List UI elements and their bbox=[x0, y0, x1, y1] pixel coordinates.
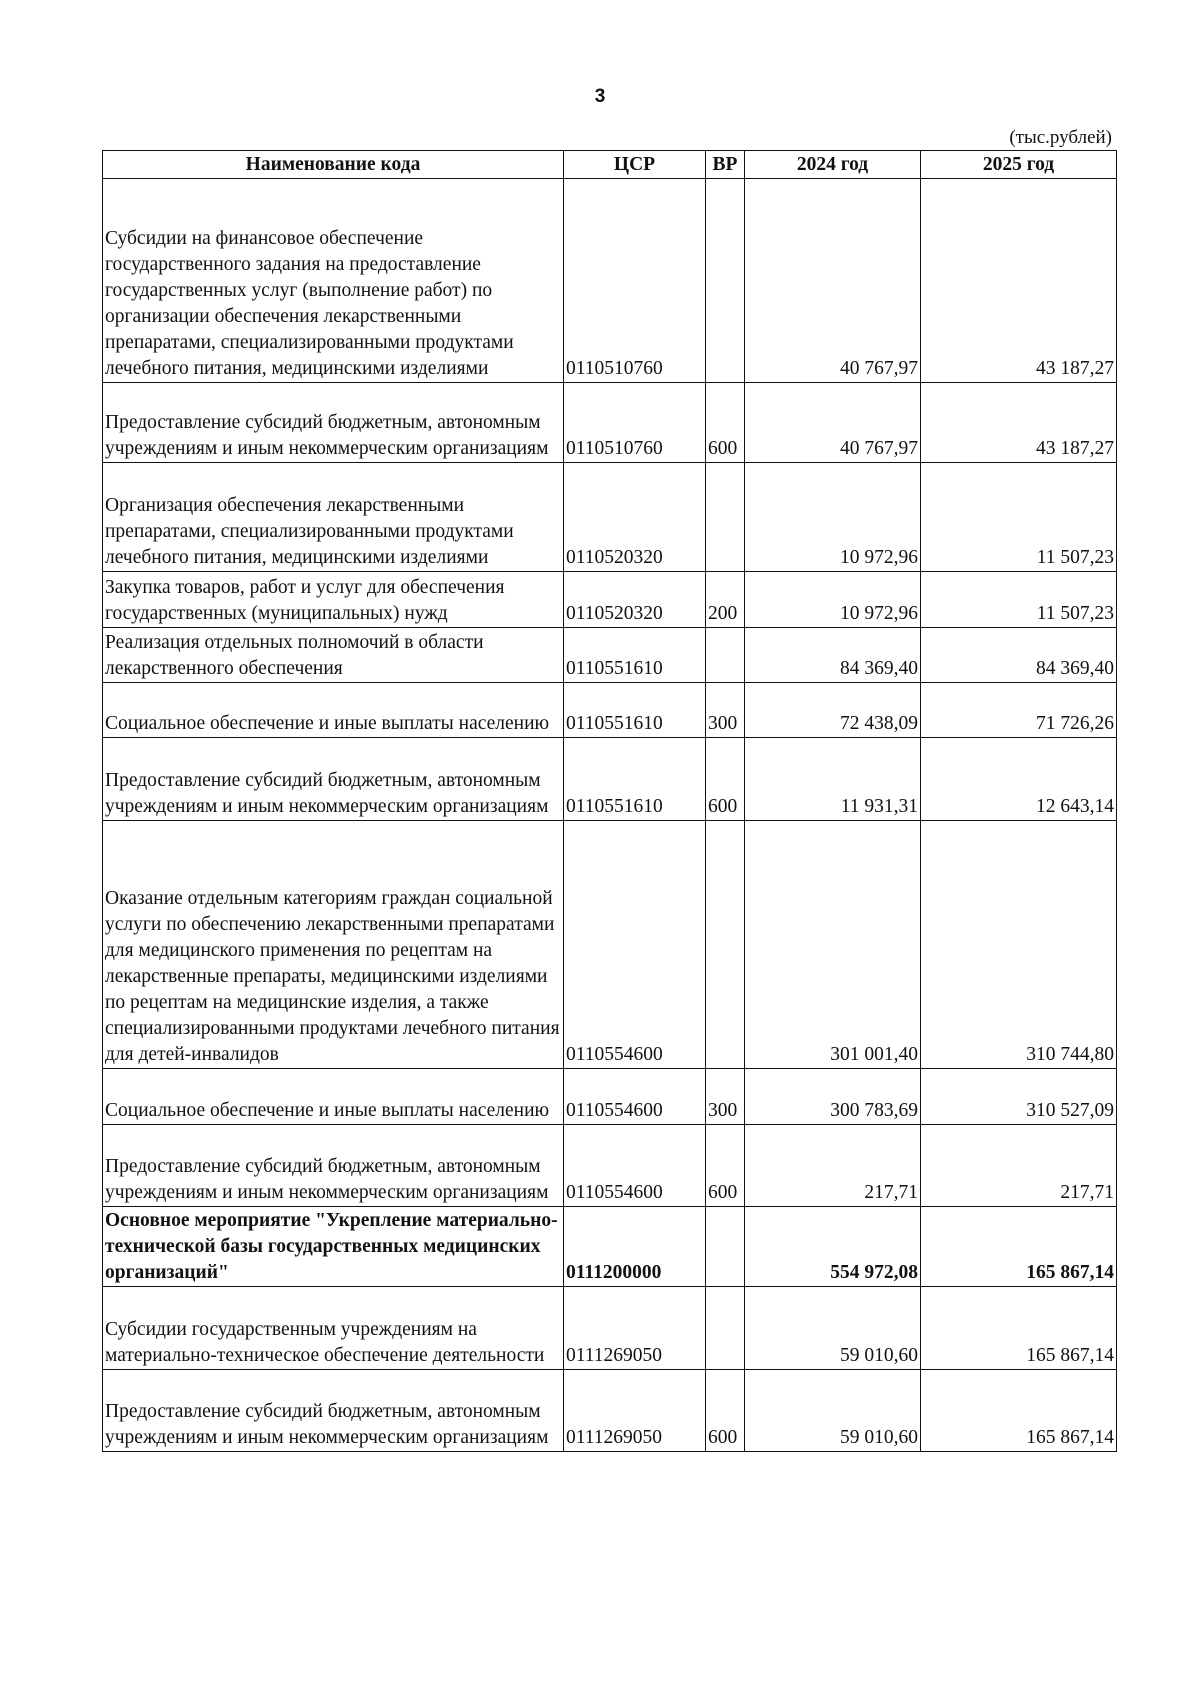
row-name: Предоставление субсидий бюджетным, автономным учреждениям и иным некоммерческим организациям bbox=[103, 1370, 564, 1452]
row-vr: 300 bbox=[706, 1069, 745, 1125]
table-row bbox=[103, 821, 1117, 1069]
row-2025: 310 527,09 bbox=[921, 1069, 1117, 1125]
row-vr: 600 bbox=[706, 383, 745, 463]
row-csr: 0110551610 bbox=[564, 738, 706, 821]
table-row-bold bbox=[103, 1207, 1117, 1287]
row-name: Социальное обеспечение и иные выплаты населению bbox=[103, 683, 564, 738]
row-csr: 0111200000 bbox=[564, 1207, 706, 1287]
row-vr bbox=[706, 179, 745, 383]
table-row bbox=[103, 1370, 1117, 1452]
row-2024: 217,71 bbox=[745, 1125, 921, 1207]
row-csr: 0110520320 bbox=[564, 463, 706, 572]
row-2025: 11 507,23 bbox=[921, 463, 1117, 572]
row-2024: 72 438,09 bbox=[745, 683, 921, 738]
row-vr: 600 bbox=[706, 1125, 745, 1207]
row-name: Предоставление субсидий бюджетным, автономным учреждениям и иным некоммерческим организациям bbox=[103, 1125, 564, 1207]
row-name: Социальное обеспечение и иные выплаты населению bbox=[103, 1069, 564, 1125]
row-2025: 43 187,27 bbox=[921, 383, 1117, 463]
row-vr: 200 bbox=[706, 572, 745, 628]
row-2024: 10 972,96 bbox=[745, 463, 921, 572]
row-name: Субсидии на финансовое обеспечение государственного задания на предоставление государственных услуг (выполнение работ) по организации обеспечения лекарственными препаратами, специализированными продуктами лечебного питания, медицинскими изделиями bbox=[103, 179, 564, 383]
row-csr: 0110551610 bbox=[564, 628, 706, 683]
row-vr bbox=[706, 628, 745, 683]
row-2025: 11 507,23 bbox=[921, 572, 1117, 628]
row-2024: 10 972,96 bbox=[745, 572, 921, 628]
row-2025: 12 643,14 bbox=[921, 738, 1117, 821]
row-vr: 600 bbox=[706, 1370, 745, 1452]
row-name: Оказание отдельным категориям граждан социальной услуги по обеспечению лекарственными препаратами для медицинского применения по рецептам на лекарственные препараты, медицинскими изделиями по рецептам на медицинские изделия, а также специализированными продуктами лечебного питания для детей-инвалидов bbox=[103, 821, 564, 1069]
row-2025: 165 867,14 bbox=[921, 1287, 1117, 1370]
table-row bbox=[103, 463, 1117, 572]
row-vr bbox=[706, 1287, 745, 1370]
table-row bbox=[103, 1069, 1117, 1125]
table-row bbox=[103, 1287, 1117, 1370]
row-csr: 0110520320 bbox=[564, 572, 706, 628]
table-row bbox=[103, 683, 1117, 738]
row-vr bbox=[706, 463, 745, 572]
row-csr: 0110554600 bbox=[564, 1069, 706, 1125]
row-name: Организация обеспечения лекарственными препаратами, специализированными продуктами лечебного питания, медицинскими изделиями bbox=[103, 463, 564, 572]
row-2025: 165 867,14 bbox=[921, 1370, 1117, 1452]
header-csr: ЦСР bbox=[564, 151, 706, 179]
units-label: (тыс.рублей) bbox=[1009, 127, 1112, 148]
table-row bbox=[103, 572, 1117, 628]
row-csr: 0110554600 bbox=[564, 821, 706, 1069]
row-2024: 40 767,97 bbox=[745, 179, 921, 383]
row-name: Предоставление субсидий бюджетным, автономным учреждениям и иным некоммерческим организациям bbox=[103, 383, 564, 463]
row-csr: 0110551610 bbox=[564, 683, 706, 738]
table-row bbox=[103, 383, 1117, 463]
row-vr bbox=[706, 821, 745, 1069]
table-row bbox=[103, 179, 1117, 383]
table-row bbox=[103, 738, 1117, 821]
row-2025: 84 369,40 bbox=[921, 628, 1117, 683]
row-2024: 59 010,60 bbox=[745, 1287, 921, 1370]
row-2024: 40 767,97 bbox=[745, 383, 921, 463]
row-vr: 600 bbox=[706, 738, 745, 821]
row-2025: 165 867,14 bbox=[921, 1207, 1117, 1287]
row-2024: 300 783,69 bbox=[745, 1069, 921, 1125]
row-name: Закупка товаров, работ и услуг для обеспечения государственных (муниципальных) нужд bbox=[103, 572, 564, 628]
row-name: Субсидии государственным учреждениям на материально-техническое обеспечение деятельности bbox=[103, 1287, 564, 1370]
row-csr: 0110510760 bbox=[564, 383, 706, 463]
table-row bbox=[103, 628, 1117, 683]
row-2025: 43 187,27 bbox=[921, 179, 1117, 383]
table-header-row bbox=[103, 151, 1117, 179]
row-name: Реализация отдельных полномочий в области лекарственного обеспечения bbox=[103, 628, 564, 683]
header-vr: ВР bbox=[706, 151, 745, 179]
row-vr: 300 bbox=[706, 683, 745, 738]
row-2024: 11 931,31 bbox=[745, 738, 921, 821]
row-2025: 310 744,80 bbox=[921, 821, 1117, 1069]
row-2025: 217,71 bbox=[921, 1125, 1117, 1207]
header-2025: 2025 год bbox=[921, 151, 1117, 179]
row-name: Предоставление субсидий бюджетным, автономным учреждениям и иным некоммерческим организациям bbox=[103, 738, 564, 821]
row-2025: 71 726,26 bbox=[921, 683, 1117, 738]
row-2024: 301 001,40 bbox=[745, 821, 921, 1069]
row-name: Основное мероприятие "Укрепление материально-технической базы государственных медицинских организаций" bbox=[103, 1207, 564, 1287]
row-vr bbox=[706, 1207, 745, 1287]
row-csr: 0110510760 bbox=[564, 179, 706, 383]
row-2024: 84 369,40 bbox=[745, 628, 921, 683]
row-2024: 59 010,60 bbox=[745, 1370, 921, 1452]
row-csr: 0110554600 bbox=[564, 1125, 706, 1207]
page-number: 3 bbox=[594, 86, 606, 107]
header-2024: 2024 год bbox=[745, 151, 921, 179]
row-2024: 554 972,08 bbox=[745, 1207, 921, 1287]
header-name: Наименование кода bbox=[103, 151, 564, 179]
row-csr: 0111269050 bbox=[564, 1287, 706, 1370]
budget-table bbox=[102, 150, 1117, 1452]
table-row bbox=[103, 1125, 1117, 1207]
row-csr: 0111269050 bbox=[564, 1370, 706, 1452]
